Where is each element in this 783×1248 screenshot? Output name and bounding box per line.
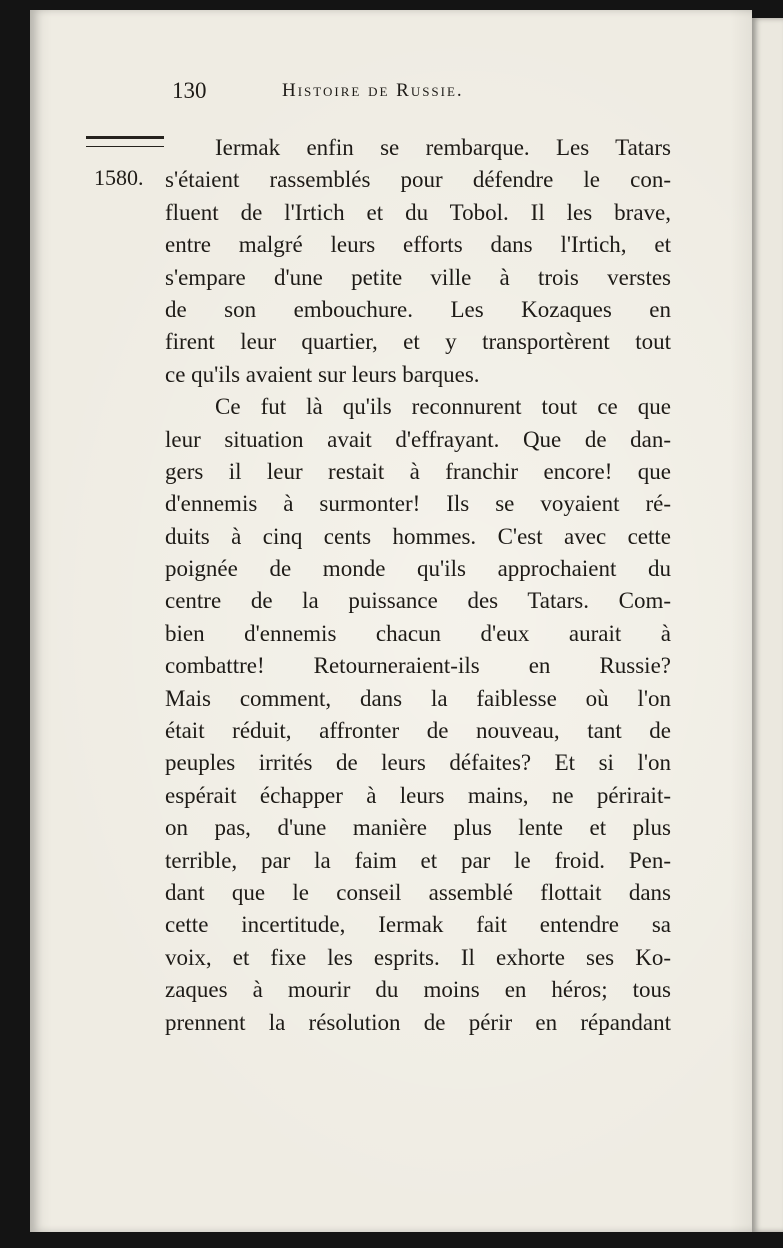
text-line: zaques à mourir du moins en héros; tous bbox=[165, 977, 671, 1003]
text-line: s'étaient rassemblés pour défendre le con- bbox=[165, 167, 671, 193]
text-line: bien d'ennemis chacun d'eux aurait à bbox=[165, 620, 671, 646]
text-line: terrible, par la faim et par le froid. Pen- bbox=[165, 847, 671, 873]
text-line: peuples irrités de leurs défaites? Et si l'on bbox=[165, 750, 671, 776]
text-line: combattre! Retourneraient-ils en Russie? bbox=[165, 653, 671, 679]
adjacent-page-edge bbox=[752, 18, 783, 1232]
text-line: voix, et fixe les esprits. Il exhorte ses Ko- bbox=[165, 944, 671, 970]
text-line: Iermak enfin se rembarque. Les Tatars bbox=[215, 135, 671, 160]
running-title: Histoire de Russie. bbox=[282, 80, 464, 101]
text-line: dant que le conseil assemblé flottait dans bbox=[165, 879, 671, 905]
text-line: firent leur quartier, et y transportèrent tout bbox=[165, 329, 671, 355]
text-line: de son embouchure. Les Kozaques en bbox=[165, 296, 671, 322]
text-line: Mais comment, dans la faiblesse où l'on bbox=[165, 685, 671, 711]
body-text bbox=[165, 132, 671, 1039]
text-line: d'ennemis à surmonter! Ils se voyaient ré- bbox=[165, 491, 671, 517]
text-line: on pas, d'une manière plus lente et plus bbox=[165, 815, 671, 841]
page-number: 130 bbox=[172, 78, 207, 103]
text-line: duits à cinq cents hommes. C'est avec cette bbox=[165, 523, 671, 549]
text-line: poignée de monde qu'ils approchaient du bbox=[165, 556, 671, 582]
text-line: était réduit, affronter de nouveau, tant de bbox=[165, 718, 671, 744]
text-line: cette incertitude, Iermak fait entendre sa bbox=[165, 912, 671, 938]
text-line: Ce fut là qu'ils reconnurent tout ce que bbox=[215, 394, 671, 420]
text-line: fluent de l'Irtich et du Tobol. Il les brave, bbox=[165, 199, 671, 225]
page-header bbox=[172, 78, 572, 108]
text-line: s'empare d'une petite ville à trois verstes bbox=[165, 264, 671, 290]
text-line: prennent la résolution de périr en répandant bbox=[165, 1009, 671, 1035]
margin-year-note: 1580. bbox=[94, 165, 144, 190]
text-line: leur situation avait d'effrayant. Que de dan- bbox=[165, 426, 671, 452]
text-line: ce qu'ils avaient sur leurs barques. bbox=[165, 361, 480, 387]
section-rule bbox=[86, 136, 164, 147]
text-line: entre malgré leurs efforts dans l'Irtich, et bbox=[165, 232, 671, 258]
text-line: centre de la puissance des Tatars. Com- bbox=[165, 588, 671, 614]
text-line: espérait échapper à leurs mains, ne périrait- bbox=[165, 782, 671, 808]
text-line: gers il leur restait à franchir encore! que bbox=[165, 458, 671, 484]
